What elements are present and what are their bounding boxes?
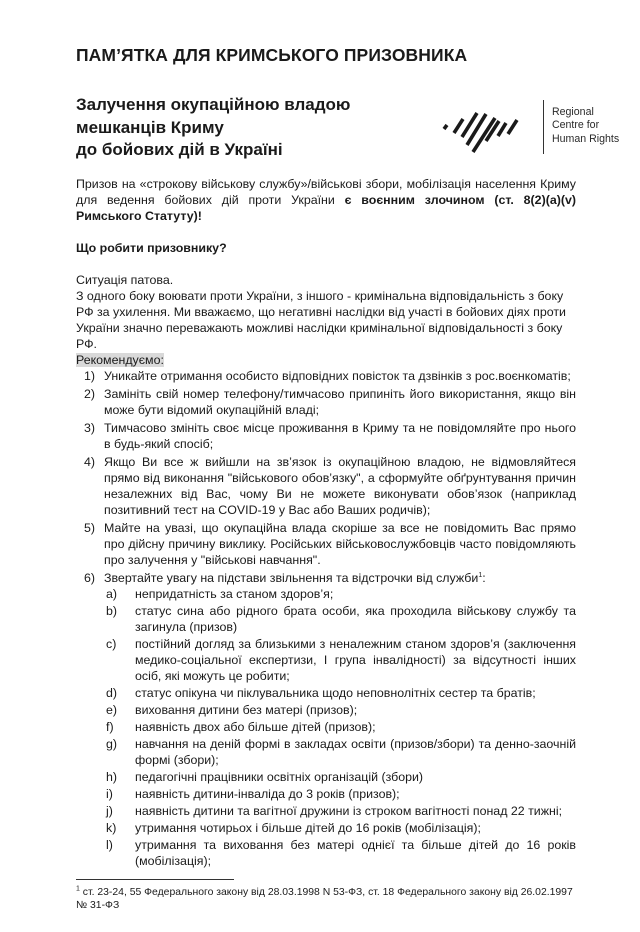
document-subtitle — [76, 94, 350, 162]
item-letter: d) — [106, 685, 118, 700]
section-heading: Що робити призовнику? — [76, 240, 227, 255]
item-text: наявність двох або більше дітей (призов); — [135, 719, 376, 734]
footnote-reference[interactable]: 1 — [478, 571, 483, 579]
ground-item — [106, 837, 576, 869]
item-letter: i) — [106, 786, 113, 801]
recommendation-item — [76, 420, 576, 452]
item-text: виховання дитини без матері (призов); — [135, 702, 358, 717]
logo-text-line: Regional — [552, 105, 594, 118]
situation-line: Ситуація патова. — [76, 272, 174, 287]
subtitle-line: Залучення окупаційною владою — [76, 95, 351, 114]
situation-paragraph: З одного боку воювати проти України, з іншого - кримінальна відповідальність з боку РФ за ухилення. Ми вважаємо, що негативні наслідки від участі в бойових діях проти України значно переважають можливі наслідки кримінальної відповідальності з боку РФ. — [76, 288, 566, 351]
item-letter: e) — [106, 702, 118, 717]
ground-item — [106, 636, 576, 684]
item-text: навчання на деній формі в закладах освіти (призов/збори) та денно-заочній формі (збори); — [135, 736, 576, 767]
organization-logo — [440, 100, 620, 156]
recommendation-item — [76, 570, 576, 869]
logo-text-line: Human Rights — [552, 132, 620, 145]
item-text: Якщо Ви все ж вийшли на зв’язок із окупаційною владою, не відмовляйтеся прямо від виконання "військового обов’язку", а сформуйте обґрунтування причин незалежних від Вас, чому Ви не можете виконувати обов’язок (наприклад позитивний тест на COVID-19 у Вас або Ваших родичів); — [104, 454, 576, 517]
item-suffix: : — [482, 570, 486, 585]
item-text: утримання та виховання без матері однієї та більше дітей до 16 років (мобілізація); — [135, 837, 576, 868]
ground-item — [106, 702, 576, 718]
recommendation-item — [76, 386, 576, 418]
item-text: наявність дитини-інваліда до 3 років (призов); — [135, 786, 400, 801]
item-text: Звертайте увагу на підстави звільнення та відстрочки від служби — [104, 570, 479, 585]
item-number: 1) — [84, 368, 96, 383]
rchr-stripes-logo-icon — [440, 100, 540, 156]
ground-item — [106, 685, 576, 701]
item-number: 4) — [84, 454, 96, 469]
intro-bold-text: є воєнним злочином (ст. 8(2)(a)(v) Римського Статуту)! — [76, 192, 576, 223]
footnote — [76, 886, 576, 912]
item-letter: a) — [106, 586, 118, 601]
ground-item — [106, 803, 576, 819]
item-letter: h) — [106, 769, 118, 784]
item-text: статус опікуна чи піклувальника щодо неповнолітніх сестер та братів; — [135, 685, 536, 700]
item-letter: j) — [106, 803, 113, 818]
item-number: 6) — [84, 570, 96, 585]
intro-text: Призов на «строкову військову службу»/військові збори, мобілізація населення Криму для ведення бойових дій проти України — [76, 176, 576, 207]
item-number: 3) — [84, 420, 96, 435]
logo-divider — [543, 100, 544, 154]
footnote-mark: 1 — [76, 885, 80, 893]
item-text: непридатність за станом здоров’я; — [135, 586, 334, 601]
recommendations-list — [76, 368, 576, 869]
item-number: 2) — [84, 386, 96, 401]
logo-text-line: Centre for — [552, 119, 600, 132]
recommend-label: Рекомендуємо: — [76, 352, 164, 367]
item-text: утримання чотирьох і більше дітей до 16 років (мобілізація); — [135, 820, 481, 835]
ground-item — [106, 736, 576, 768]
document-title: ПАМ’ЯТКА ДЛЯ КРИМСЬКОГО ПРИЗОВНИКА — [76, 45, 468, 65]
intro-paragraph — [76, 176, 576, 224]
item-text: постійний догляд за близькими з неналежним станом здоров’я (заключення медико-соціальної експертизи, I група інвалідності) за відсутності інших осіб, які можуть це робити; — [135, 636, 576, 683]
subtitle-line: до бойових дій в Україні — [76, 140, 283, 159]
item-text: наявність дитини та вагітної дружини із строком вагітності понад 22 тижні; — [135, 803, 563, 818]
item-text: статус сина або рідного брата особи, яка проходила військову службу та загинула (призов) — [135, 603, 576, 634]
item-letter: k) — [106, 820, 117, 835]
footnote-text: ст. 23-24, 55 Федерального закону від 28.03.1998 N 53-ФЗ, ст. 18 Федерального закону від 26.02.1997 № 31-ФЗ — [76, 886, 573, 911]
item-text: Замініть свій номер телефону/тимчасово припиніть його використання, якщо він може бути відомий окупаційній владі; — [104, 386, 576, 417]
ground-item — [106, 719, 576, 735]
item-text: Тимчасово змініть своє місце проживання в Криму та не повідомляйте про нього в будь-який спосіб; — [104, 420, 576, 451]
subtitle-line: мешканців Криму — [76, 117, 224, 137]
logo-text — [552, 106, 619, 147]
recommendation-item — [76, 454, 576, 518]
item-number: 5) — [84, 520, 96, 535]
footnote-separator — [76, 879, 234, 880]
item-letter: c) — [106, 636, 117, 651]
header-row — [76, 94, 620, 162]
ground-item — [106, 820, 576, 836]
ground-item — [106, 769, 576, 785]
ground-item — [106, 786, 576, 802]
item-letter: b) — [106, 603, 118, 618]
recommendation-item — [76, 368, 576, 384]
item-letter: g) — [106, 736, 118, 751]
item-text: педагогічні працівники освітніх організацій (збори) — [135, 769, 424, 784]
item-letter: l) — [106, 837, 113, 852]
situation-block — [76, 272, 576, 368]
item-text: Уникайте отримання особисто відповідних повісток та дзвінків з рос.воєнкоматів; — [104, 368, 571, 383]
grounds-list — [76, 586, 576, 869]
item-text: Майте на увазі, що окупаційна влада скоріше за все не повідомить Вас прямо про дійсну причину виклику. Російських військовослужбовців часто повідомляють про залучення у "військові навчання". — [104, 520, 576, 567]
item-letter: f) — [106, 719, 114, 734]
ground-item — [106, 603, 576, 635]
ground-item — [106, 586, 576, 602]
recommendation-item — [76, 520, 576, 568]
